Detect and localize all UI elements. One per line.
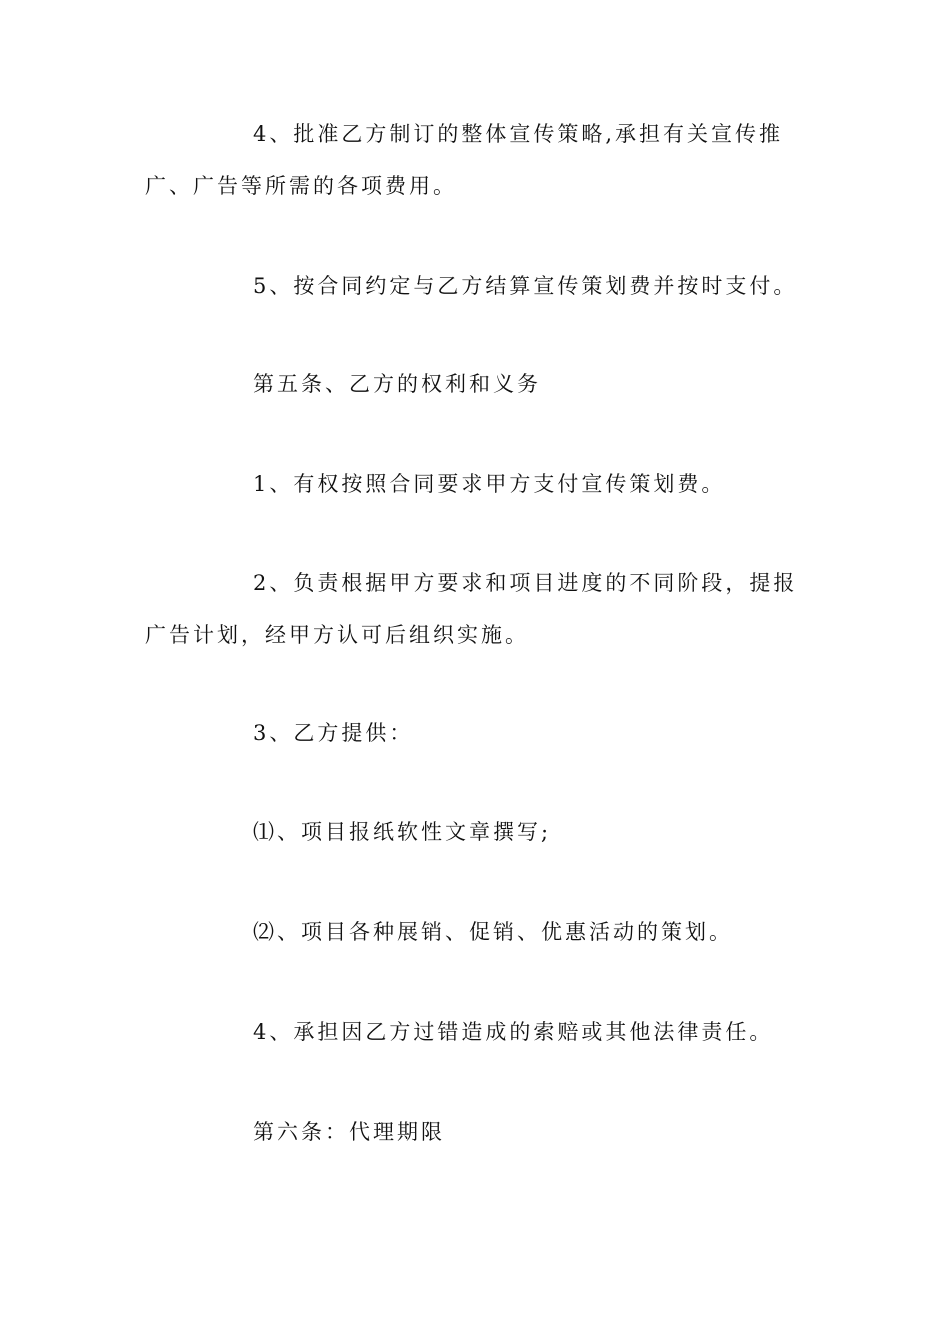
section-heading-article-5: 第五条、乙方的权利和义务: [253, 372, 541, 396]
paragraph-approve-strategy: 4、批准乙方制订的整体宣传策略,承担有关宣传推广、广告等所需的各项费用。: [145, 122, 784, 198]
section-heading-article-6: 第六条：代理期限: [253, 1120, 445, 1144]
paragraph-settle-fee: 5、按合同约定与乙方结算宣传策划费并按时支付。: [253, 274, 798, 298]
paragraph-party-b-provides: 3、乙方提供：: [253, 721, 414, 745]
paragraph-ad-plan: 2、负责根据甲方要求和项目进度的不同阶段，提报广告计划，经甲方认可后组织实施。: [145, 571, 798, 647]
list-item-promotion-planning: ⑵、项目各种展销、促销、优惠活动的策划。: [253, 920, 733, 944]
paragraph-liability: 4、承担因乙方过错造成的索赔或其他法律责任。: [253, 1020, 774, 1044]
paragraph-right-to-fee: 1、有权按照合同要求甲方支付宣传策划费。: [253, 472, 726, 496]
list-item-newspaper-articles: ⑴、项目报纸软性文章撰写;: [253, 820, 552, 844]
